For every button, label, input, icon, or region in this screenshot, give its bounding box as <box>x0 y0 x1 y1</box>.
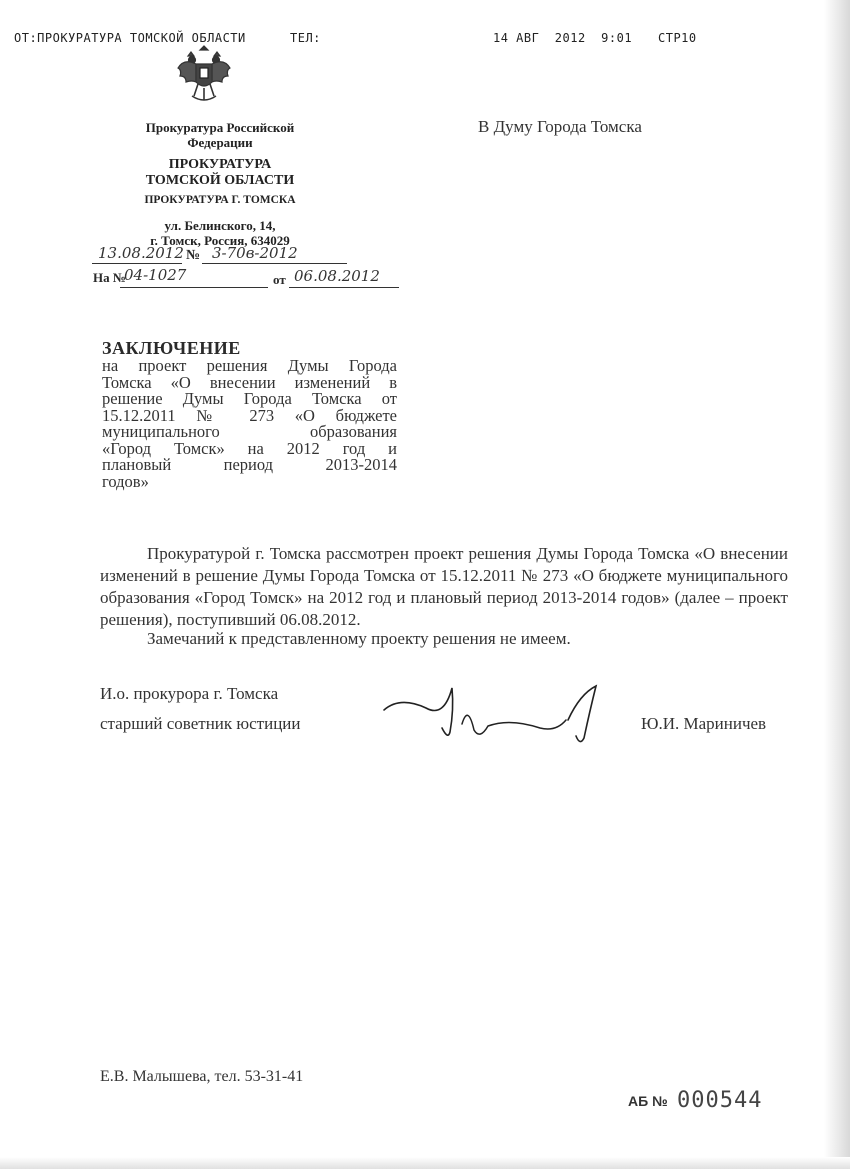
reply-from-label: от <box>273 272 286 287</box>
sender-address-line1: ул. Белинского, 14, <box>164 218 276 233</box>
reply-to-number: 04-1027 <box>124 266 187 284</box>
doc-subject-line: Томска «О внесении изменений в <box>102 372 397 392</box>
serial-label: АБ № <box>628 1093 668 1109</box>
sender-org-line2: Федерации <box>187 135 253 150</box>
scan-edge-bottom <box>0 1157 850 1169</box>
executor: Е.В. Малышева, тел. 53-31-41 <box>100 1068 304 1085</box>
doc-subject-line: 15.12.2011 № 273 «О бюджете <box>102 405 397 425</box>
doc-subject-line: «Город Томск» на 2012 год и <box>102 438 397 458</box>
serial-number: 000544 <box>677 1088 763 1113</box>
outgoing-number: 3-70в-2012 <box>212 244 298 262</box>
handwritten-signature <box>380 680 610 750</box>
doc-subject-line: муниципального образования <box>102 422 397 441</box>
double-headed-eagle-emblem-icon <box>176 44 232 104</box>
sender-org-line1: Прокуратура Российской <box>145 120 295 135</box>
reply-to-number-line <box>120 286 268 288</box>
body-paragraph-2: Замечаний к представленному проекту решения не имеем. <box>147 629 571 648</box>
sender-region-line1: ПРОКУРАТУРА <box>168 157 272 172</box>
reply-from-date: 06.08.2012 <box>294 267 380 285</box>
scan-edge-right <box>824 0 850 1169</box>
fax-page: СТР10 <box>658 31 697 45</box>
sender-region <box>90 157 350 189</box>
outgoing-number-sign: № <box>186 248 201 263</box>
doc-subject-line: на проект решения Думы Города <box>102 356 397 375</box>
recipient: В Думу Города Томска <box>478 117 642 136</box>
doc-subject <box>102 358 397 490</box>
outgoing-number-line <box>202 262 347 264</box>
fax-datetime: 14 АВГ 2012 9:01 <box>493 31 633 45</box>
doc-subject-line: решение Думы Города Томска от <box>102 389 397 408</box>
fax-from: ОТ:ПРОКУРАТУРА ТОМСКОЙ ОБЛАСТИ <box>14 31 246 45</box>
doc-subject-line: плановый период 2013-2014 <box>102 455 397 474</box>
fax-tel: ТЕЛ: <box>290 31 321 45</box>
sender-region-line2: ТОМСКОЙ ОБЛАСТИ <box>145 173 295 188</box>
signer-position-line2: старший советник юстиции <box>100 714 301 733</box>
reply-to-label: На № <box>93 270 126 285</box>
doc-title: ЗАКЛЮЧЕНИЕ <box>102 338 241 358</box>
outgoing-date: 13.08.2012 <box>98 244 184 262</box>
signer-name: Ю.И. Мариничев <box>641 714 767 733</box>
reply-from-date-line <box>289 286 399 288</box>
sender-city-office: ПРОКУРАТУРА Г. ТОМСКА <box>144 194 296 206</box>
outgoing-date-line <box>92 262 182 264</box>
doc-subject-line: годов» <box>102 471 149 491</box>
body-paragraph-1: Прокуратурой г. Томска рассмотрен проект решения Думы Города Томска «О внесении изменений в решение Думы Города Томска от 15.12.2011 № 273 «О бюджете муниципального образования «Город Томск» на 2012 год и плановый период 2013-2014 годов» (далее – проект решения), поступивший 06.08.2012. <box>100 544 788 629</box>
sender-org <box>100 120 340 150</box>
signer-position-line1: И.о. прокурора г. Томска <box>100 684 279 703</box>
sender-address-line2: г. Томск, Россия, 634029 <box>150 233 290 248</box>
